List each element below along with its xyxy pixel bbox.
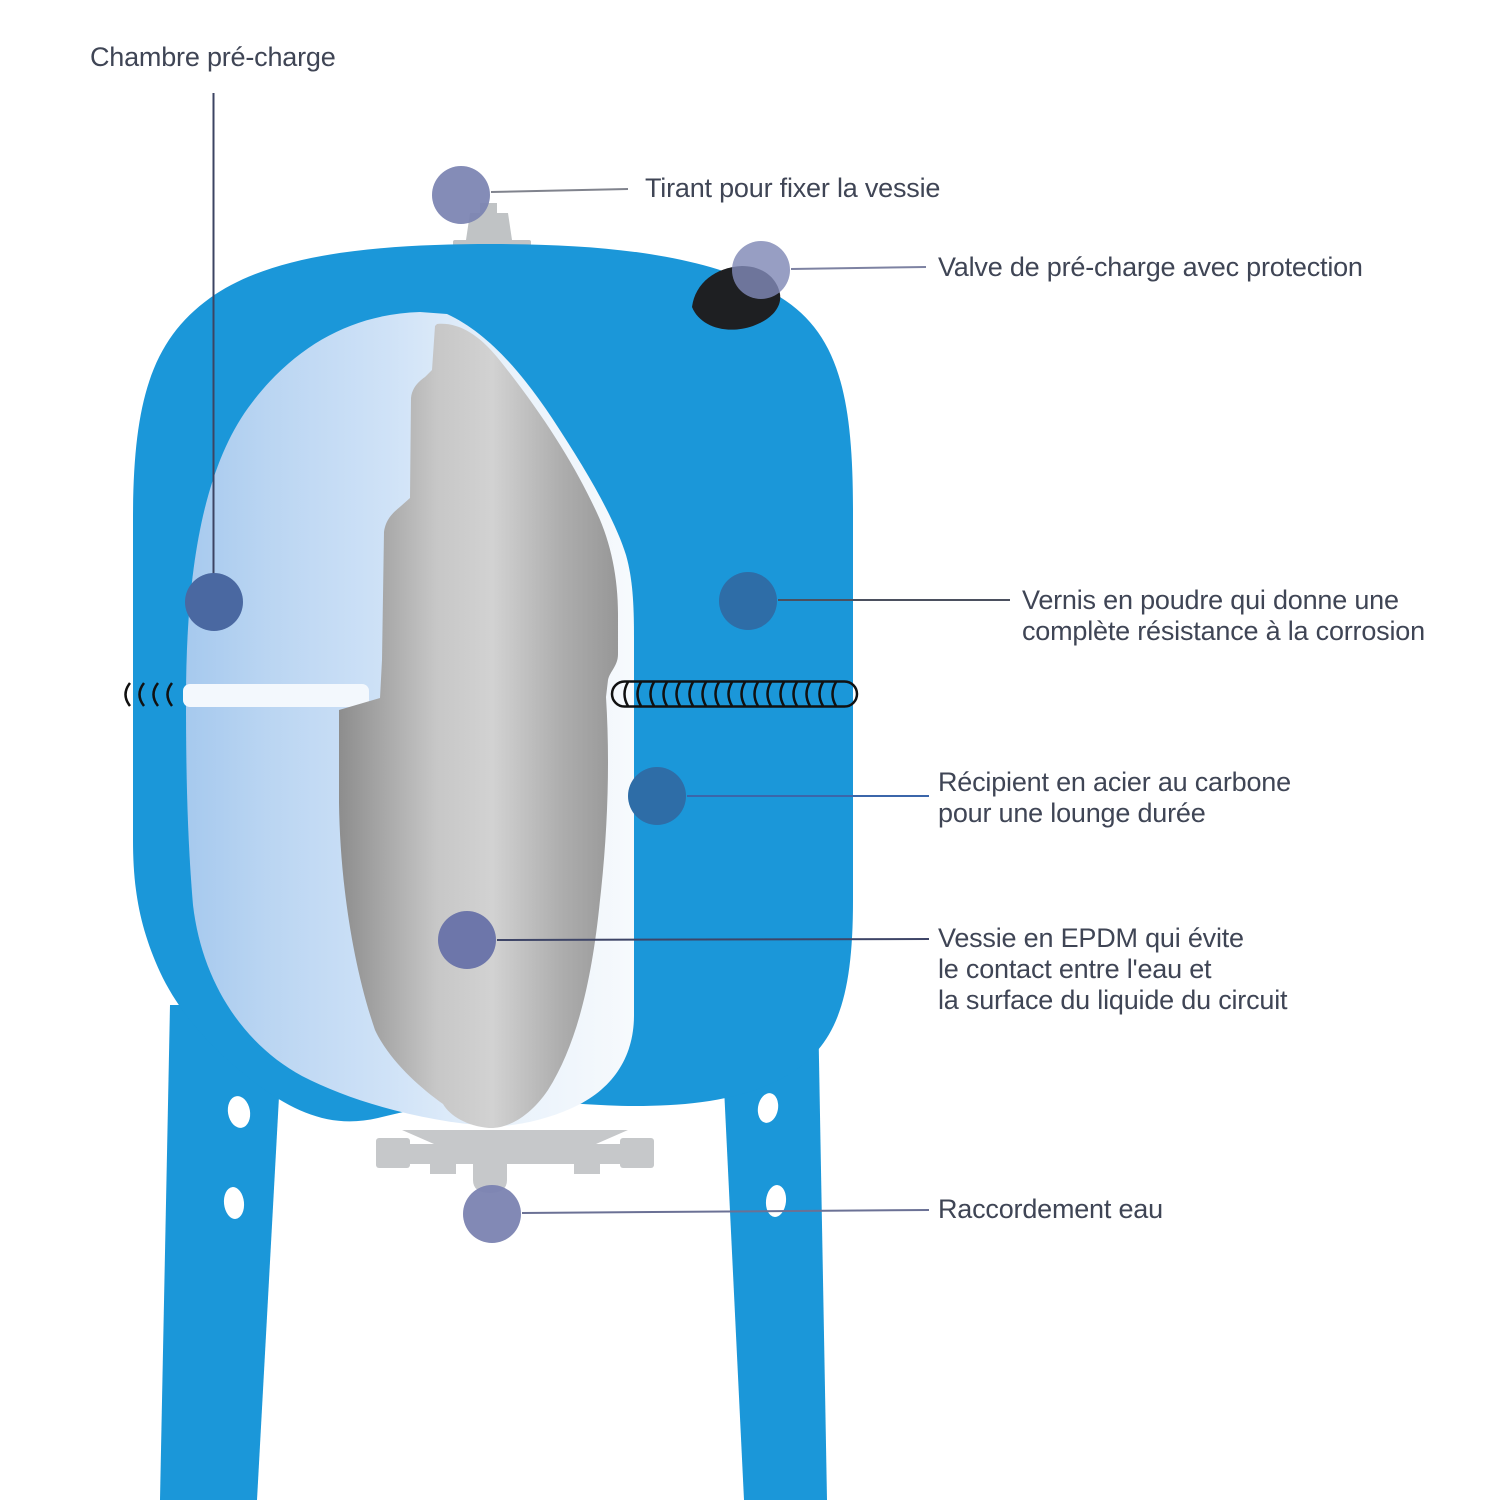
label-vessie bbox=[938, 923, 1287, 1016]
callout-dot-chambre bbox=[185, 573, 243, 631]
callout-dot-raccordement bbox=[463, 1185, 521, 1243]
label-vernis-line1: Vernis en poudre qui donne une bbox=[1022, 585, 1399, 615]
callout-line-raccordement bbox=[522, 1210, 929, 1213]
label-raccordement: Raccordement eau bbox=[938, 1194, 1163, 1224]
label-recipient bbox=[938, 767, 1291, 829]
callout-dot-valve bbox=[732, 241, 790, 299]
label-valve: Valve de pré-charge avec protection bbox=[938, 252, 1363, 282]
callout-dot-vernis bbox=[719, 572, 777, 630]
label-vessie-line3: la surface du liquide du circuit bbox=[938, 985, 1288, 1015]
label-chambre-pre-charge: Chambre pré-charge bbox=[90, 42, 336, 72]
separator-band bbox=[183, 684, 369, 707]
callout-dot-recipient bbox=[628, 767, 686, 825]
callout-line-tirant bbox=[491, 189, 628, 192]
label-vernis-line2: complète résistance à la corrosion bbox=[1022, 616, 1425, 646]
callout-dot-vessie bbox=[438, 911, 496, 969]
bottom-flange bbox=[376, 1130, 654, 1193]
label-vessie-line1: Vessie en EPDM qui évite bbox=[938, 923, 1244, 953]
callout-line-valve bbox=[791, 267, 926, 269]
label-recipient-line2: pour une lounge durée bbox=[938, 798, 1206, 828]
callout-dot-tirant bbox=[432, 166, 490, 224]
label-tirant: Tirant pour fixer la vessie bbox=[645, 173, 941, 203]
callout-line-vessie bbox=[497, 939, 929, 940]
label-vernis bbox=[1022, 585, 1425, 647]
label-recipient-line1: Récipient en acier au carbone bbox=[938, 767, 1291, 797]
label-vessie-line2: le contact entre l'eau et bbox=[938, 954, 1212, 984]
